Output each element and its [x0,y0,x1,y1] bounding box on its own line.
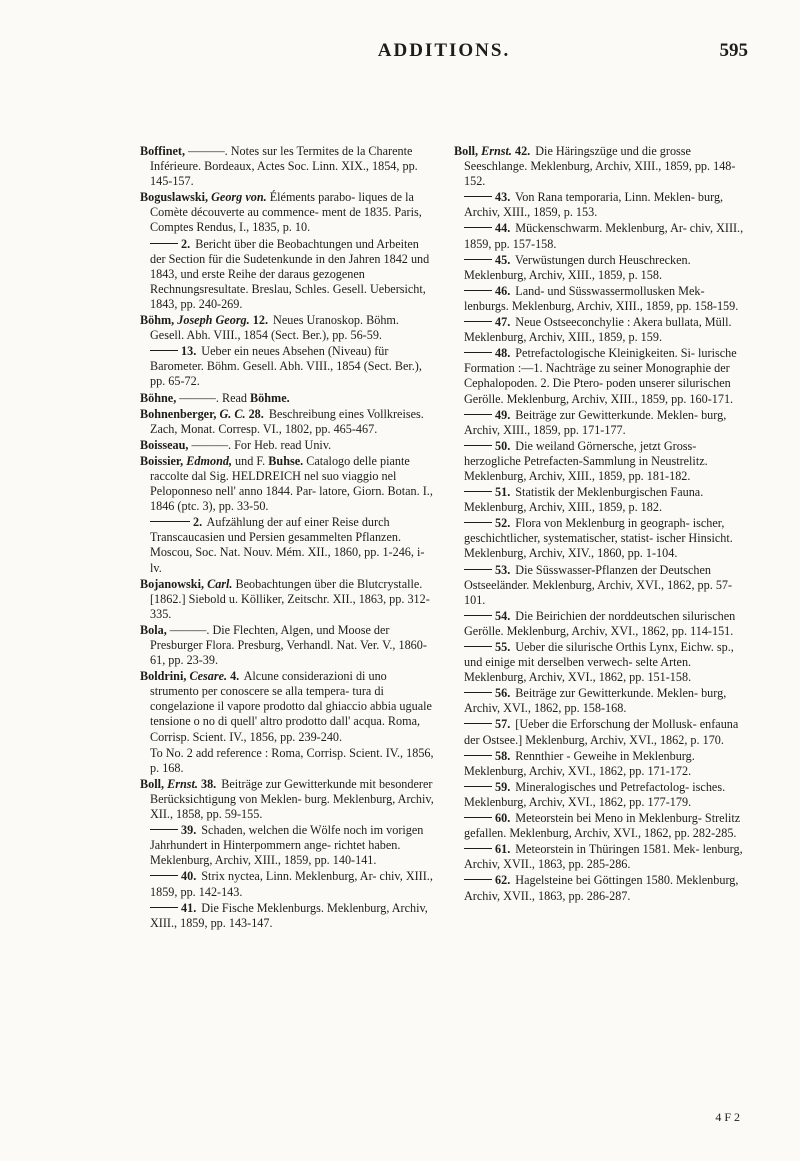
entry-number: 62. [495,873,511,888]
entry-text: Aufzählung der auf einer Reise durch Transcaucasien und Persien gesammelten Pflanzen. Moscou, Soc. Nat. Nouv. Mém. XII., 1860, pp. 1-246, i-lv. [150,515,425,575]
repeat-author-rule [464,445,492,446]
bibliography-entry [140,344,434,389]
bibliography-entry [454,144,748,189]
entry-text: Meteorstein bei Meno in Meklenburg- Strelitz gefallen. Meklenburg, Archiv, XVI., 1862, pp. 282-285. [464,811,741,841]
repeat-author-rule [464,569,492,570]
bibliography-entry [140,515,434,575]
author-forename: Cesare. [186,669,228,684]
entry-text: Beiträge zur Gewitterkunde. Meklen- burg, Archiv, XVI., 1862, pp. 158-168. [464,686,727,716]
repeat-author-rule [464,522,492,523]
entry-number: 53. [495,562,511,577]
repeat-author-rule [150,350,178,351]
repeat-author-rule [150,243,178,244]
entry-text: Die Beirichien der norddeutschen silurischen Gerölle. Meklenburg, Archiv, XVI., 1862, pp. 114-151. [464,608,736,638]
bibliography-entry [140,577,434,622]
entry-text: Ueber die silurische Orthis Lynx, Eichw. sp., und einige mit derselben verwech- selte Arten. Meklenburg, Archiv, XVI., 1862, pp. 151-158. [464,640,734,685]
entry-text: Neues Uranoskop. Böhm. Gesell. Abh. VIII., 1854 (Sect. Ber.), pp. 56-59. [150,313,399,343]
author-name: Bojanowski, [140,576,205,591]
bibliography-entry [454,315,748,345]
repeat-author-rule [464,646,492,647]
author-forename: G. C. [216,406,246,421]
left-column [140,144,434,932]
entry-number: 44. [495,221,511,236]
entry-text: Flora von Meklenburg in geograph- ischer, geschichtlicher, systematischer, statist- ischer Hinsicht. Meklenburg, Archiv, XIV., 1860, pp. 1-104. [464,516,733,561]
author-name: Böhne, [140,390,177,405]
bibliography-entry [454,284,748,314]
bibliography-entry [454,516,748,561]
entry-number: 51. [495,485,511,500]
entry-text: Neue Ostseeconchylie : Akera bullata, Müll. Meklenburg, Archiv, XIII., 1859, p. 159. [464,315,732,345]
entry-text: Mückenschwarm. Meklenburg, Ar- chiv, XIII., 1859, pp. 157-158. [464,221,744,251]
repeat-author-rule [464,196,492,197]
author-name: Boldrini, [140,669,187,684]
bibliography-entry [454,717,748,747]
author-name: Böhm, [140,313,175,328]
entry-text: Ueber ein neues Absehen (Niveau) für Barometer. Böhm. Gesell. Abh. VIII., 1854 (Sect. Ber.), pp. 65-72. [150,344,422,389]
entry-number: 52. [495,516,511,531]
entry-number: 39. [181,823,197,838]
entry-number: 12. [249,313,268,328]
repeat-author-rule [150,907,178,908]
entry-text: Beiträge zur Gewitterkunde. Meklen- burg, Archiv, XIII., 1859, pp. 171-177. [464,407,727,437]
entry-text: Die Fische Meklenburgs. Meklenburg, Archiv, XIII., 1859, pp. 143-147. [150,900,428,930]
entry-text: Die Süsswasser-Pflanzen der Deutschen Ostseeländer. Meklenburg, Archiv, XVI., 1862, pp. 57-101. [464,562,733,607]
repeat-author-rule [464,692,492,693]
repeat-author-rule [150,829,178,830]
entry-number: 47. [495,315,511,330]
bibliography-entry [140,237,434,312]
entry-number: 38. [197,776,217,791]
entry-text: ———. Read [176,390,247,405]
author-name: Boisseau, [140,437,189,452]
entry-text: Éléments parabo- liques de la Comète découverte au commence- ment de 1835. Paris, Comptes Rendus, I., 1835, p. 10. [150,190,422,235]
bibliography-entry [140,391,434,406]
entry-text: Beschreibung eines Vollkreises. Zach, Monat. Corresp. VI., 1802, pp. 465-467. [150,406,424,436]
entry-text: Beobachtungen über die Blutcrystalle. [1862.] Siebold u. Kölliker, Zeitschr. XII., 1863, pp. 312-335. [150,576,430,621]
entry-number: 40. [181,869,197,884]
author-name: Boguslawski, [140,190,209,205]
entry-text: ———. Notes sur les Termites de la Charente Inférieure. Bordeaux, Actes Soc. Linn. XIX., 1854, pp. 145-157. [150,144,418,189]
entry-number: 54. [495,608,511,623]
bibliography-entry [454,485,748,515]
entry-number: 49. [495,407,511,422]
repeat-author-rule [464,786,492,787]
author-name: Boll, [454,144,479,158]
repeat-author-rule [464,227,492,228]
bibliography-entry [454,609,748,639]
entry-text: Petrefactologische Kleinigkeiten. Si- lurische Formation :—1. Nachträge zu seiner Monographie der Cephalopoden. 2. Die Ptero- poden unserer silurischen Gerölle. Meklenburg, Archiv, XIII., 1859, pp. 160-171. [464,346,737,406]
entry-text: Statistik der Meklenburgischen Fauna. Meklenburg, Archiv, XIII., 1859, p. 182. [464,485,704,515]
author-forename: Ernst. [478,144,512,158]
entry-text: Die Häringszüge und die grosse Seeschlange. Meklenburg, Archiv, XIII., 1859, pp. 148-152. [464,144,736,189]
bibliography-entry [454,190,748,220]
entry-number: 61. [495,842,511,857]
author-name: Boll, [140,776,165,791]
entry-text: ———. For Heb. read Univ. [188,437,332,452]
page-title: ADDITIONS. [377,40,511,61]
bibliography-entry [140,901,434,931]
author-forename: Georg von. [208,190,267,205]
signature-mark: 4 F 2 [715,1110,740,1124]
entry-text: Verwüstungen durch Heuschrecken. Meklenburg, Archiv, XIII., 1859, p. 158. [464,252,691,282]
entry-text: Mineralogisches und Petrefactolog- isches. Meklenburg, Archiv, XVI., 1862, pp. 177-179. [464,779,726,809]
bibliography-entry [454,873,748,903]
entry-number: 56. [495,686,511,701]
author-forename: Joseph Georg. [174,313,250,328]
bibliography-entry [140,407,434,437]
entry-text: ———. Die Flechten, Algen, und Moose der Presburger Flora. Presburg, Verhandl. Nat. Ver. V., 1860-61, pp. 23-39. [150,622,427,668]
repeat-author-rule [464,414,492,415]
entry-number: 55. [495,640,511,654]
author-name: Boissier, [140,453,184,468]
author-name: Bohnenberger, [140,406,217,421]
bibliography-entry [140,144,434,189]
entry-text: Alcune considerazioni di uno strumento per conoscere se alla tempera- tura di congelazione il vapore prodotto dal ghiaccio abbia uguale tensione o no di quell' altro prodotto dall' acqua. Roma, Corrisp. Scient. IV., 1856, pp. 239-240. [150,669,432,744]
bibliography-entry [454,346,748,406]
bibliography-entry [454,408,748,438]
entry-text: und F. [232,453,266,468]
repeat-author-rule [464,755,492,756]
bibliography-entry [140,190,434,235]
repeat-author-rule [464,615,492,616]
cross-reference: Böhme. [247,390,290,405]
repeat-author-rule [464,817,492,818]
two-column-body [140,144,748,932]
entry-number: 60. [495,811,511,826]
repeat-author-rule [464,290,492,291]
entry-number: 50. [495,438,511,453]
right-column [454,144,748,932]
entry-text: Strix nyctea, Linn. Meklenburg, Ar- chiv, XIII., 1859, pp. 142-143. [150,869,433,899]
entry-number: 41. [181,900,197,915]
bibliography-entry [454,439,748,484]
author-forename: Ernst. [164,776,198,791]
repeat-author-rule [464,352,492,353]
bibliography-entry [140,746,434,776]
bibliography-entry [140,438,434,453]
entry-text: Schaden, welchen die Wölfe noch im vorigen Jahrhundert in Hinterpommern ange- richtet haben. Meklenburg, Archiv, XIII., 1859, pp. 140-141. [150,823,424,868]
entry-number: 45. [495,252,511,267]
entry-text: To No. 2 add reference : Roma, Corrisp. Scient. IV., 1856, p. 168. [150,745,434,775]
bibliography-entry [454,749,748,779]
entry-number: 46. [495,283,511,298]
entry-number: 2. [193,515,203,530]
author-forename: Carl. [204,576,233,591]
bibliography-entry [140,823,434,868]
entry-text: Von Rana temporaria, Linn. Meklen- burg, Archiv, XIII., 1859, p. 153. [464,190,724,220]
bibliography-entry [454,221,748,251]
entry-text: Bericht über die Beobachtungen und Arbeiten der Section für die Sudetenkunde in den Jahren 1842 und 1843, und erste Reihe der daraus gezogenen Rechnungsresultate. Breslau, Schles. Gesell. Uebersicht, 1843, pp. 240-269. [150,236,430,311]
repeat-author-rule [464,491,492,492]
author-forename: Edmond, [183,453,232,468]
entry-text: Beiträge zur Gewitterkunde mit besonderer Berücksichtigung von Meklen- burg. Meklenburg, Archiv, XII., 1858, pp. 59-155. [150,776,434,822]
repeat-author-rule [464,259,492,260]
entry-number: 58. [495,748,511,763]
repeat-author-rule [464,879,492,880]
entry-number: 13. [181,344,197,359]
entry-text: Catalogo delle piante raccolte dal Sig. HELDREICH nel suo viaggio nel Peloponneso nell' anno 1844. Par- latore, Giorn. Botan. I., 1846 (ptc. 3), pp. 33-50. [150,453,433,514]
bibliography-entry [140,623,434,668]
entry-text: Hagelsteine bei Göttingen 1580. Meklenburg, Archiv, XVII., 1863, pp. 286-287. [464,873,739,903]
bibliography-entry [140,454,434,514]
entry-number: 42. [511,144,531,158]
bibliography-entry [140,669,434,744]
entry-number: 28. [245,406,264,421]
repeat-author-rule [464,723,492,724]
bibliography-entry [454,780,748,810]
entry-number: 59. [495,779,511,794]
author-name: Boffinet, [140,144,186,158]
bibliography-entry [454,253,748,283]
entry-number: 43. [495,190,511,205]
running-header [140,40,748,78]
entry-text: Land- und Süsswassermollusken Mek- lenburgs. Meklenburg, Archiv, XIII., 1859, pp. 158-159. [464,283,739,313]
bibliography-entry [140,777,434,822]
repeat-author-rule [150,521,190,522]
entry-text: Rennthier - Geweihe in Meklenburg. Meklenburg, Archiv, XVI., 1862, pp. 171-172. [464,748,695,778]
entry-text: Meteorstein in Thüringen 1581. Mek- lenburg, Archiv, XVII., 1863, pp. 285-286. [464,842,743,872]
page-number: 595 [719,40,748,61]
bibliography-entry [454,811,748,841]
repeat-author-rule [464,848,492,849]
entry-number: 48. [495,346,511,361]
cross-reference: Buhse. [265,453,304,468]
bibliography-entry [140,869,434,899]
repeat-author-rule [464,321,492,322]
bibliography-entry [140,313,434,343]
entry-text: [Ueber die Erforschung der Mollusk- enfauna der Ostsee.] Meklenburg, Archiv, XVI., 1862, p. 170. [464,717,739,747]
bibliography-entry [454,842,748,872]
entry-number: 2. [181,236,191,251]
entry-text: Die weiland Görnersche, jetzt Gross- herzogliche Petrefacten-Sammlung in Neustrelitz. Meklenburg, Archiv, XIII., 1859, pp. 181-182. [464,438,708,483]
entry-number: 57. [495,717,511,732]
bibliography-entry [454,563,748,608]
bibliography-entry [454,640,748,685]
bibliography-entry [454,686,748,716]
entry-number: 4. [227,669,240,684]
repeat-author-rule [150,875,178,876]
author-name: Bola, [140,622,167,637]
